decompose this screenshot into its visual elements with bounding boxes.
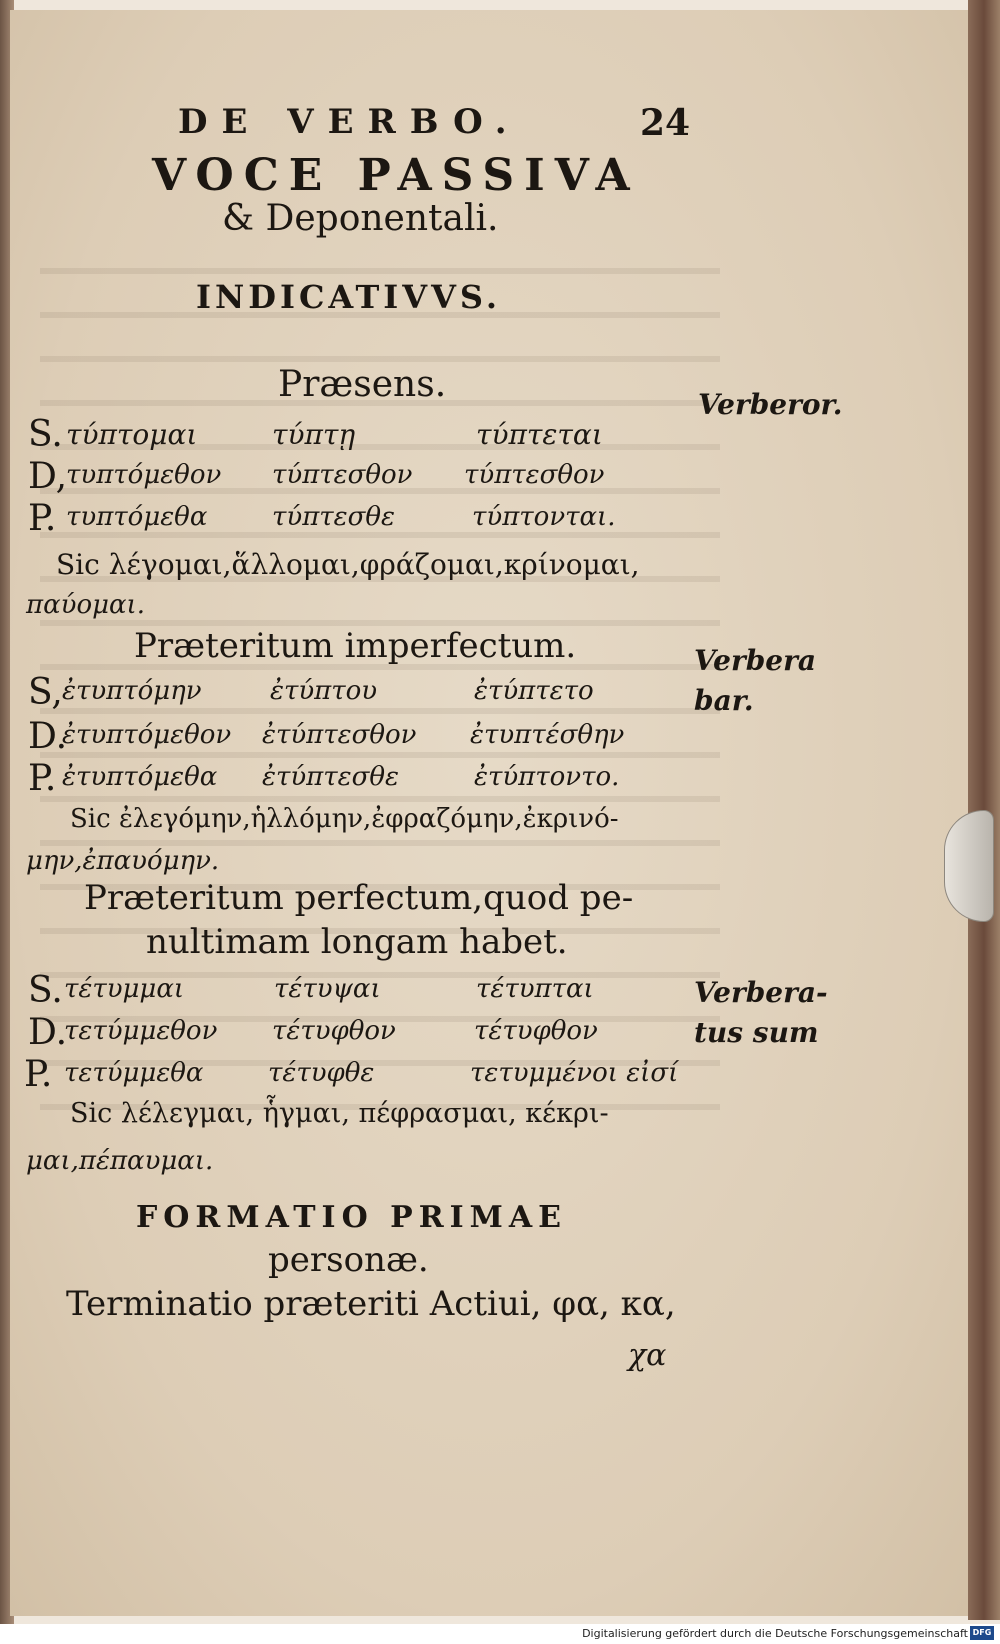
praesens-cell: τύπτεται bbox=[476, 418, 603, 451]
praesens-cell: τύπτεσθον bbox=[464, 460, 605, 490]
formatio-text: Terminatio præteriti Actiui, φα, κα, bbox=[66, 1284, 676, 1324]
praesens-cell: τύπτεσθε bbox=[272, 502, 395, 532]
praesens-row-label: S. bbox=[28, 414, 63, 455]
imperfectum-cell: ἐτύπτοντο. bbox=[474, 762, 620, 792]
imperfectum-row-label: D. bbox=[28, 716, 68, 757]
perfectum-sic-line: μαι,πέπαυμαι. bbox=[26, 1146, 214, 1176]
perfectum-cell: τετύμμεθον bbox=[64, 1016, 218, 1046]
praesens-sic-line: Sic λέγομαι,ἅλλομαι,φράζομαι,κρίνομαι, bbox=[56, 548, 640, 581]
running-title: DE VERBO. bbox=[178, 102, 521, 142]
perfectum-margin-note: Verbera- bbox=[694, 976, 828, 1009]
imperfectum-cell: ἐτύπτετο bbox=[474, 676, 594, 706]
perfectum-row-label: P. bbox=[24, 1054, 53, 1095]
imperfectum-cell: ἐτύπτεσθον bbox=[262, 720, 417, 750]
perfectum-heading: Præteritum perfectum,quod pe- bbox=[84, 878, 634, 918]
imperfectum-cell: ἐτυπτέσθην bbox=[470, 720, 625, 750]
imperfectum-heading: Præteritum imperfectum. bbox=[134, 626, 577, 666]
praesens-cell: τύπτεσθον bbox=[272, 460, 413, 490]
praesens-margin-note: Verberor. bbox=[698, 388, 843, 421]
praesens-cell: τυπτόμεθα bbox=[66, 502, 208, 532]
praesens-cell: τύπτονται. bbox=[472, 502, 616, 532]
perfectum-row-label: D. bbox=[28, 1012, 68, 1053]
perfectum-cell: τετύμμεθα bbox=[64, 1058, 204, 1088]
imperfectum-sic-line: μην,ἐπαυόμην. bbox=[26, 846, 220, 876]
praesens-heading: Præsens. bbox=[278, 364, 447, 405]
imperfectum-sic-line: Sic ἐλεγόμην,ἡλλόμην,ἐφραζόμην,ἐκρινό- bbox=[70, 804, 619, 834]
catchword: χα bbox=[628, 1338, 667, 1373]
praesens-row-label: P. bbox=[28, 498, 57, 539]
praesens-cell: τύπτομαι bbox=[66, 418, 198, 451]
perfectum-heading: nultimam longam habet. bbox=[146, 922, 568, 962]
footer-credit: Digitalisierung gefördert durch die Deutsche Forschungsgemeinschaft bbox=[582, 1627, 968, 1640]
perfectum-cell: τέτυφθε bbox=[268, 1058, 375, 1088]
imperfectum-margin-note: Verbera bbox=[694, 644, 817, 677]
perfectum-cell: τετυμμένοι εἰσί bbox=[470, 1058, 679, 1088]
perfectum-cell: τέτυμμαι bbox=[64, 974, 185, 1004]
praesens-cell: τύπτῃ bbox=[272, 418, 356, 451]
imperfectum-cell: ἐτυπτόμεθα bbox=[62, 762, 218, 792]
dfg-logo: DFG bbox=[970, 1626, 994, 1640]
imperfectum-cell: ἐτύπτου bbox=[270, 676, 378, 706]
praesens-row-label: D, bbox=[28, 456, 68, 497]
imperfectum-margin-note: bar. bbox=[694, 684, 754, 717]
perfectum-cell: τέτυφθον bbox=[474, 1016, 598, 1046]
section-title: VOCE PASSIVA bbox=[152, 150, 640, 201]
imperfectum-cell: ἐτύπτεσθε bbox=[262, 762, 399, 792]
perfectum-cell: τέτυπται bbox=[476, 974, 594, 1004]
formatio-heading: personæ. bbox=[268, 1240, 429, 1280]
mood-heading: INDICATIVVS. bbox=[196, 278, 502, 316]
section-subtitle: & Deponentali. bbox=[222, 198, 499, 239]
perfectum-row-label: S. bbox=[28, 970, 63, 1011]
perfectum-cell: τέτυψαι bbox=[274, 974, 381, 1004]
imperfectum-cell: ἐτυπτόμεθον bbox=[62, 720, 232, 750]
praesens-cell: τυπτόμεθον bbox=[66, 460, 222, 490]
praesens-sic-line: παύομαι. bbox=[26, 590, 146, 620]
page-number: 24 bbox=[640, 102, 691, 144]
formatio-heading: FORMATIO PRIMAE bbox=[136, 1200, 568, 1235]
perfectum-cell: τέτυφθον bbox=[272, 1016, 396, 1046]
page-holder-clip bbox=[944, 810, 994, 922]
perfectum-sic-line: Sic λέλεγμαι, ἧγμαι, πέφρασμαι, κέκρι- bbox=[70, 1098, 609, 1129]
imperfectum-row-label: S, bbox=[28, 672, 63, 713]
perfectum-margin-note: tus sum bbox=[694, 1016, 819, 1049]
imperfectum-cell: ἐτυπτόμην bbox=[62, 676, 202, 706]
imperfectum-row-label: P. bbox=[28, 758, 57, 799]
